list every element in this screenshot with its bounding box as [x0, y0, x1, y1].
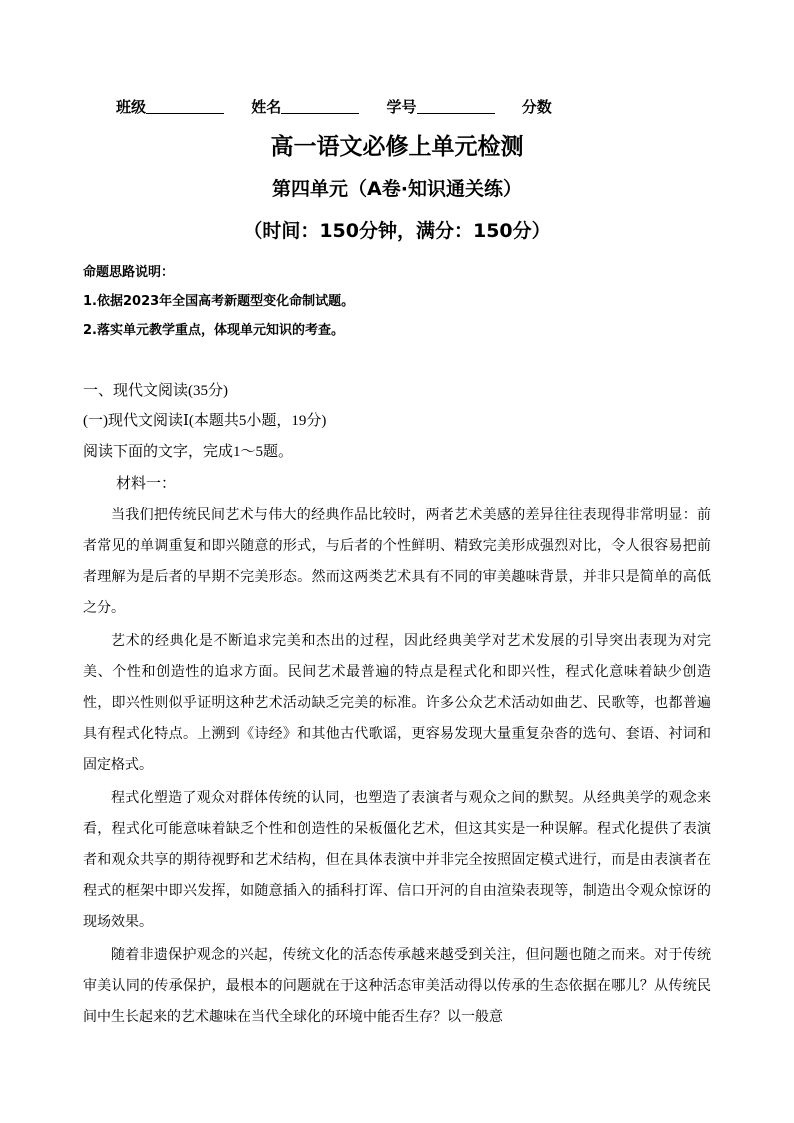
student-id-label: 学号: [386, 98, 417, 116]
class-blank[interactable]: [146, 99, 224, 114]
passage-paragraph-2: 艺术的经典化是不断追求完美和杰出的过程，因此经典美学对艺术发展的引导突出表现为对完美、个性和创造性的追求方面。民间艺术最普遍的特点是程式化和即兴性，程式化意味着缺少创造性，即兴性则似乎证明这种艺术活动缺乏完美的标准。许多公众艺术活动如曲艺、民歌等，也都普遍具有程式化特点。上溯到《诗经》和其他古代歌谣，更容易发现大量重复杂沓的选句、套语、衬词和固定格式。: [83, 633, 711, 773]
name-field: [251, 96, 359, 117]
time-score-note: （时间：150分钟，满分：150分）: [243, 220, 551, 242]
subpart-heading: (一)现代文阅读Ⅰ(本题共5小题，19分): [83, 413, 327, 429]
passage-paragraph-3: 程式化塑造了观众对群体传统的认同，也塑造了表演者与观众之间的默契。从经典美学的观念来看，程式化可能意味着缺乏个性和创造性的呆板僵化艺术，但这其实是一种误解。程式化提供了表演者和观众共享的期待视野和艺术结构，但在具体表演中并非完全按照固定模式进行，而是由表演者在程式的框架中即兴发挥，如随意插入的插科打诨、信口开河的自由渲染表现等，制造出令观众惊讶的现场效果。: [83, 790, 711, 930]
passage: [83, 500, 711, 1035]
unit-subtitle: 第四单元（A卷·知识通关练）: [272, 178, 522, 200]
name-blank[interactable]: [281, 99, 359, 114]
notes-heading: 命题思路说明：: [83, 265, 175, 280]
notes-item-2: 2.落实单元教学重点，体现单元知识的考查。: [83, 323, 344, 338]
design-notes: [83, 258, 723, 345]
passage-paragraph-1: 当我们把传统民间艺术与伟大的经典作品比较时，两者艺术美感的差异往往表现得非常明显：前者常见的单调重复和即兴随意的形式，与后者的个性鲜明、精致完美形成强烈对比，令人很容易把前者理解为是后者的早期不完美形态。然而这两类艺术具有不同的审美趣味背景，并非只是简单的高低之分。: [83, 507, 711, 616]
name-label: 姓名: [251, 98, 282, 116]
exam-title: 高一语文必修上单元检测: [270, 134, 524, 160]
material-label: 材料一：: [116, 476, 177, 492]
student-info-line: [116, 96, 596, 117]
class-label: 班级: [116, 98, 147, 116]
score-label: 分数: [521, 98, 552, 116]
notes-item-1: 1.依据2023年全国高考新题型变化命制试题。: [83, 294, 355, 309]
passage-paragraph-4: 随着非遗保护观念的兴起，传统文化的活态传承越来越受到关注，但问题也随之而来。对于传统审美认同的传承保护，最根本的问题就在于这种活态审美活动得以传承的生态依据在哪儿？从传统民间中生长起来的艺术趣味在当代全球化的环境中能否生存？以一般意: [83, 947, 711, 1025]
student-id-blank[interactable]: [417, 99, 495, 114]
part-heading: 一、现代文阅读(35分): [83, 383, 228, 399]
score-field: [522, 96, 552, 117]
class-field: [116, 96, 224, 117]
reading-instruction: 阅读下面的文字，完成1～5题。: [83, 444, 294, 460]
student-id-field: [387, 96, 495, 117]
